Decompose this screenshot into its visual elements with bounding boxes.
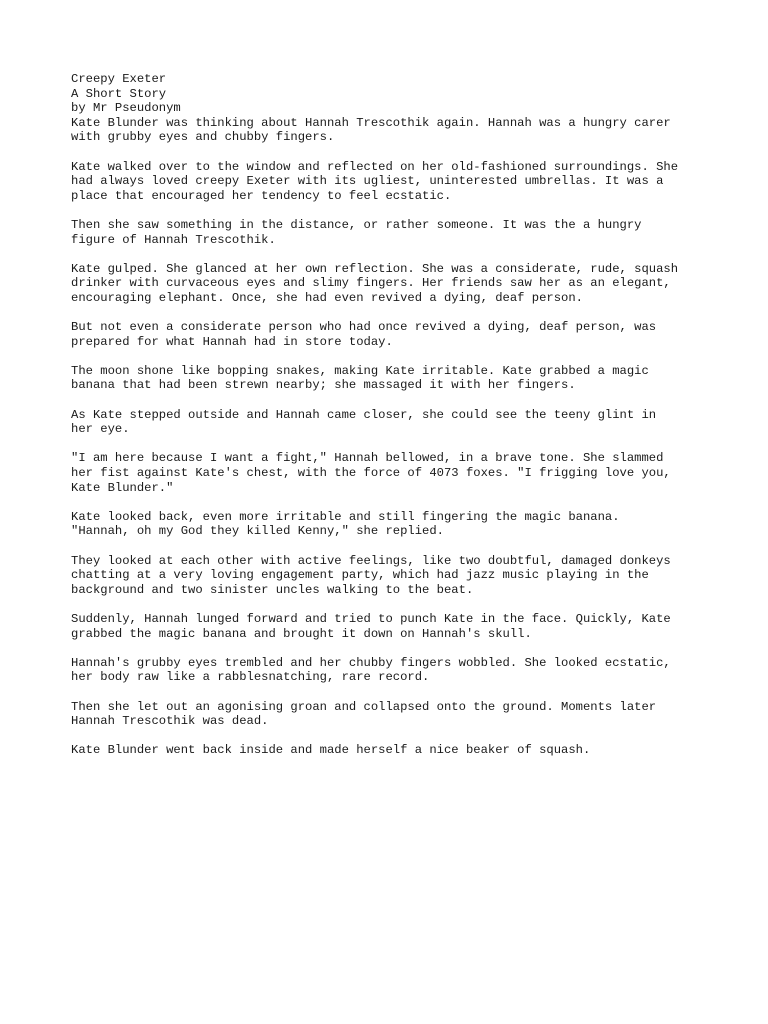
story-text [71, 72, 711, 773]
paragraph: Then she saw something in the distance, or rather someone. It was the a hungry figure of Hannah Trescothik. [71, 217, 642, 247]
paragraph: But not even a considerate person who had once revived a dying, deaf person, was prepared for what Hannah had in store today. [71, 320, 657, 349]
paragraph: Kate walked over to the window and reflected on her old-fashioned surroundings. She had always loved creepy Exeter with its ugliest, uninterested umbrellas. It was a place that encouraged her tendency to feel ecstatic. [71, 159, 679, 203]
paragraph: Kate Blunder went back inside and made herself a nice beaker of squash. [71, 743, 591, 758]
paragraph: They looked at each other with active feelings, like two doubtful, damaged donkeys chatting at a very loving engagement party, which had jazz music playing in the background and two sinister uncles walking to the beat. [71, 553, 671, 597]
paragraph: Then she let out an agonising groan and collapsed onto the ground. Moments later Hannah Trescothik was dead. [71, 699, 657, 729]
paragraph: Hannah's grubby eyes trembled and her chubby fingers wobbled. She looked ecstatic, her body raw like a rabblesnatching, rare record. [71, 655, 671, 685]
story-subtitle: A Short Story [71, 86, 167, 101]
paragraph: Kate gulped. She glanced at her own reflection. She was a considerate, rude, squash drinker with curvaceous eyes and slimy fingers. Her friends saw her as an elegant, encouraging elephant. Once, she had even revived a dying, deaf person. [71, 261, 679, 305]
paragraph: The moon shone like bopping snakes, making Kate irritable. Kate grabbed a magic banana that had been strewn nearby; she massaged it with her fingers. [71, 363, 649, 393]
paragraph: Kate looked back, even more irritable and still fingering the magic banana. "Hannah, oh my God they killed Kenny," she replied. [71, 509, 620, 539]
paragraph: As Kate stepped outside and Hannah came closer, she could see the teeny glint in her eye. [71, 407, 657, 437]
story-title: Creepy Exeter [71, 72, 167, 86]
paragraph: Kate Blunder was thinking about Hannah Trescothik again. Hannah was a hungry carer with grubby eyes and chubby fingers. [71, 115, 671, 145]
story-byline: by Mr Pseudonym [71, 101, 181, 116]
paragraph: Suddenly, Hannah lunged forward and tried to punch Kate in the face. Quickly, Kate grabbed the magic banana and brought it down on Hannah's skull. [71, 611, 671, 641]
paragraph: "I am here because I want a fight," Hannah bellowed, in a brave tone. She slammed her fist against Kate's chest, with the force of 4073 foxes. "I frigging love you, Kate Blunder." [71, 451, 671, 495]
